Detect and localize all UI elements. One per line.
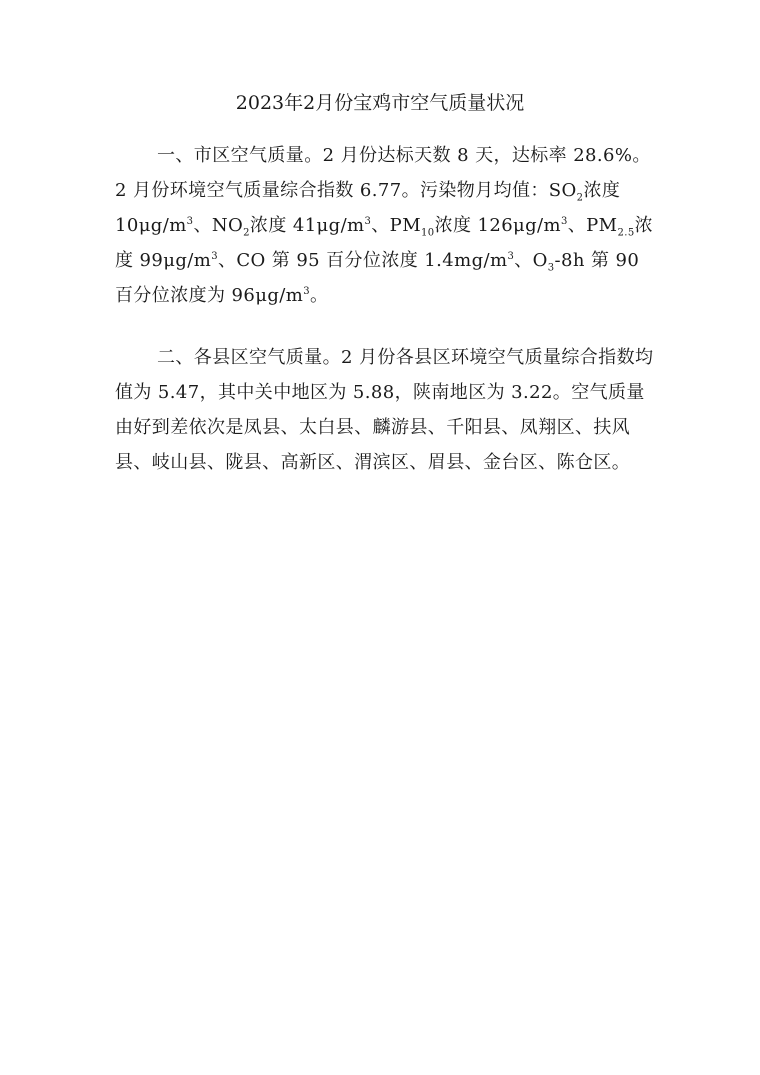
county-summary-text: 二、各县区空气质量。2 月份各县区环境空气质量综合指数均值为 5.47，其中关中地区为 5.88，陕南地区为 3.22。空气质量由好到差依次是凤县、太白县、麟游县、千阳县、凤翔区、扶风县、岐山县、陇县、高新区、渭滨区、眉县、金台区、陈仓区。: [115, 347, 654, 473]
pm10-label: 、PM: [371, 215, 422, 236]
o3-value: -8h 第 90 百分位浓度为 96μg/m: [115, 250, 640, 306]
so2-label: SO: [548, 180, 577, 201]
pm25-label: 、PM: [567, 215, 618, 236]
sentence-end: 。: [309, 285, 329, 306]
co-value: 、CO 第 95 百分位浓度 1.4mg/m: [217, 250, 508, 271]
pm10-value: 浓度 126μg/m: [434, 215, 561, 236]
o3-subscript: 3: [547, 262, 555, 274]
unit-superscript: 3: [303, 286, 310, 297]
no2-subscript: 2: [243, 227, 250, 239]
so2-value: 浓度 10μg/m: [115, 180, 621, 236]
unit-superscript: 3: [364, 216, 372, 227]
pm10-subscript: 10: [421, 227, 435, 239]
unit-superscript: 3: [211, 251, 218, 262]
no2-value: 浓度 41μg/m: [249, 215, 365, 236]
o3-label: 、O: [514, 250, 548, 271]
unit-superscript: 3: [186, 216, 194, 227]
document-title: 2023年2月份宝鸡市空气质量状况: [235, 92, 525, 114]
so2-subscript: 2: [576, 192, 584, 204]
unit-superscript: 3: [561, 216, 568, 227]
pm25-value: 浓度 99μg/m: [115, 215, 654, 271]
unit-superscript: 3: [507, 251, 515, 262]
paragraph-county-air-quality: [115, 340, 660, 480]
city-summary-text: 一、市区空气质量。2 月份达标天数 8 天，达标率 28.6%。2 月份环境空气质量综合指数 6.77。污染物月均值：: [115, 145, 651, 201]
pm25-subscript: 2.5: [617, 227, 635, 239]
no2-label: 、NO: [193, 215, 244, 236]
paragraph-city-air-quality: [115, 138, 660, 313]
